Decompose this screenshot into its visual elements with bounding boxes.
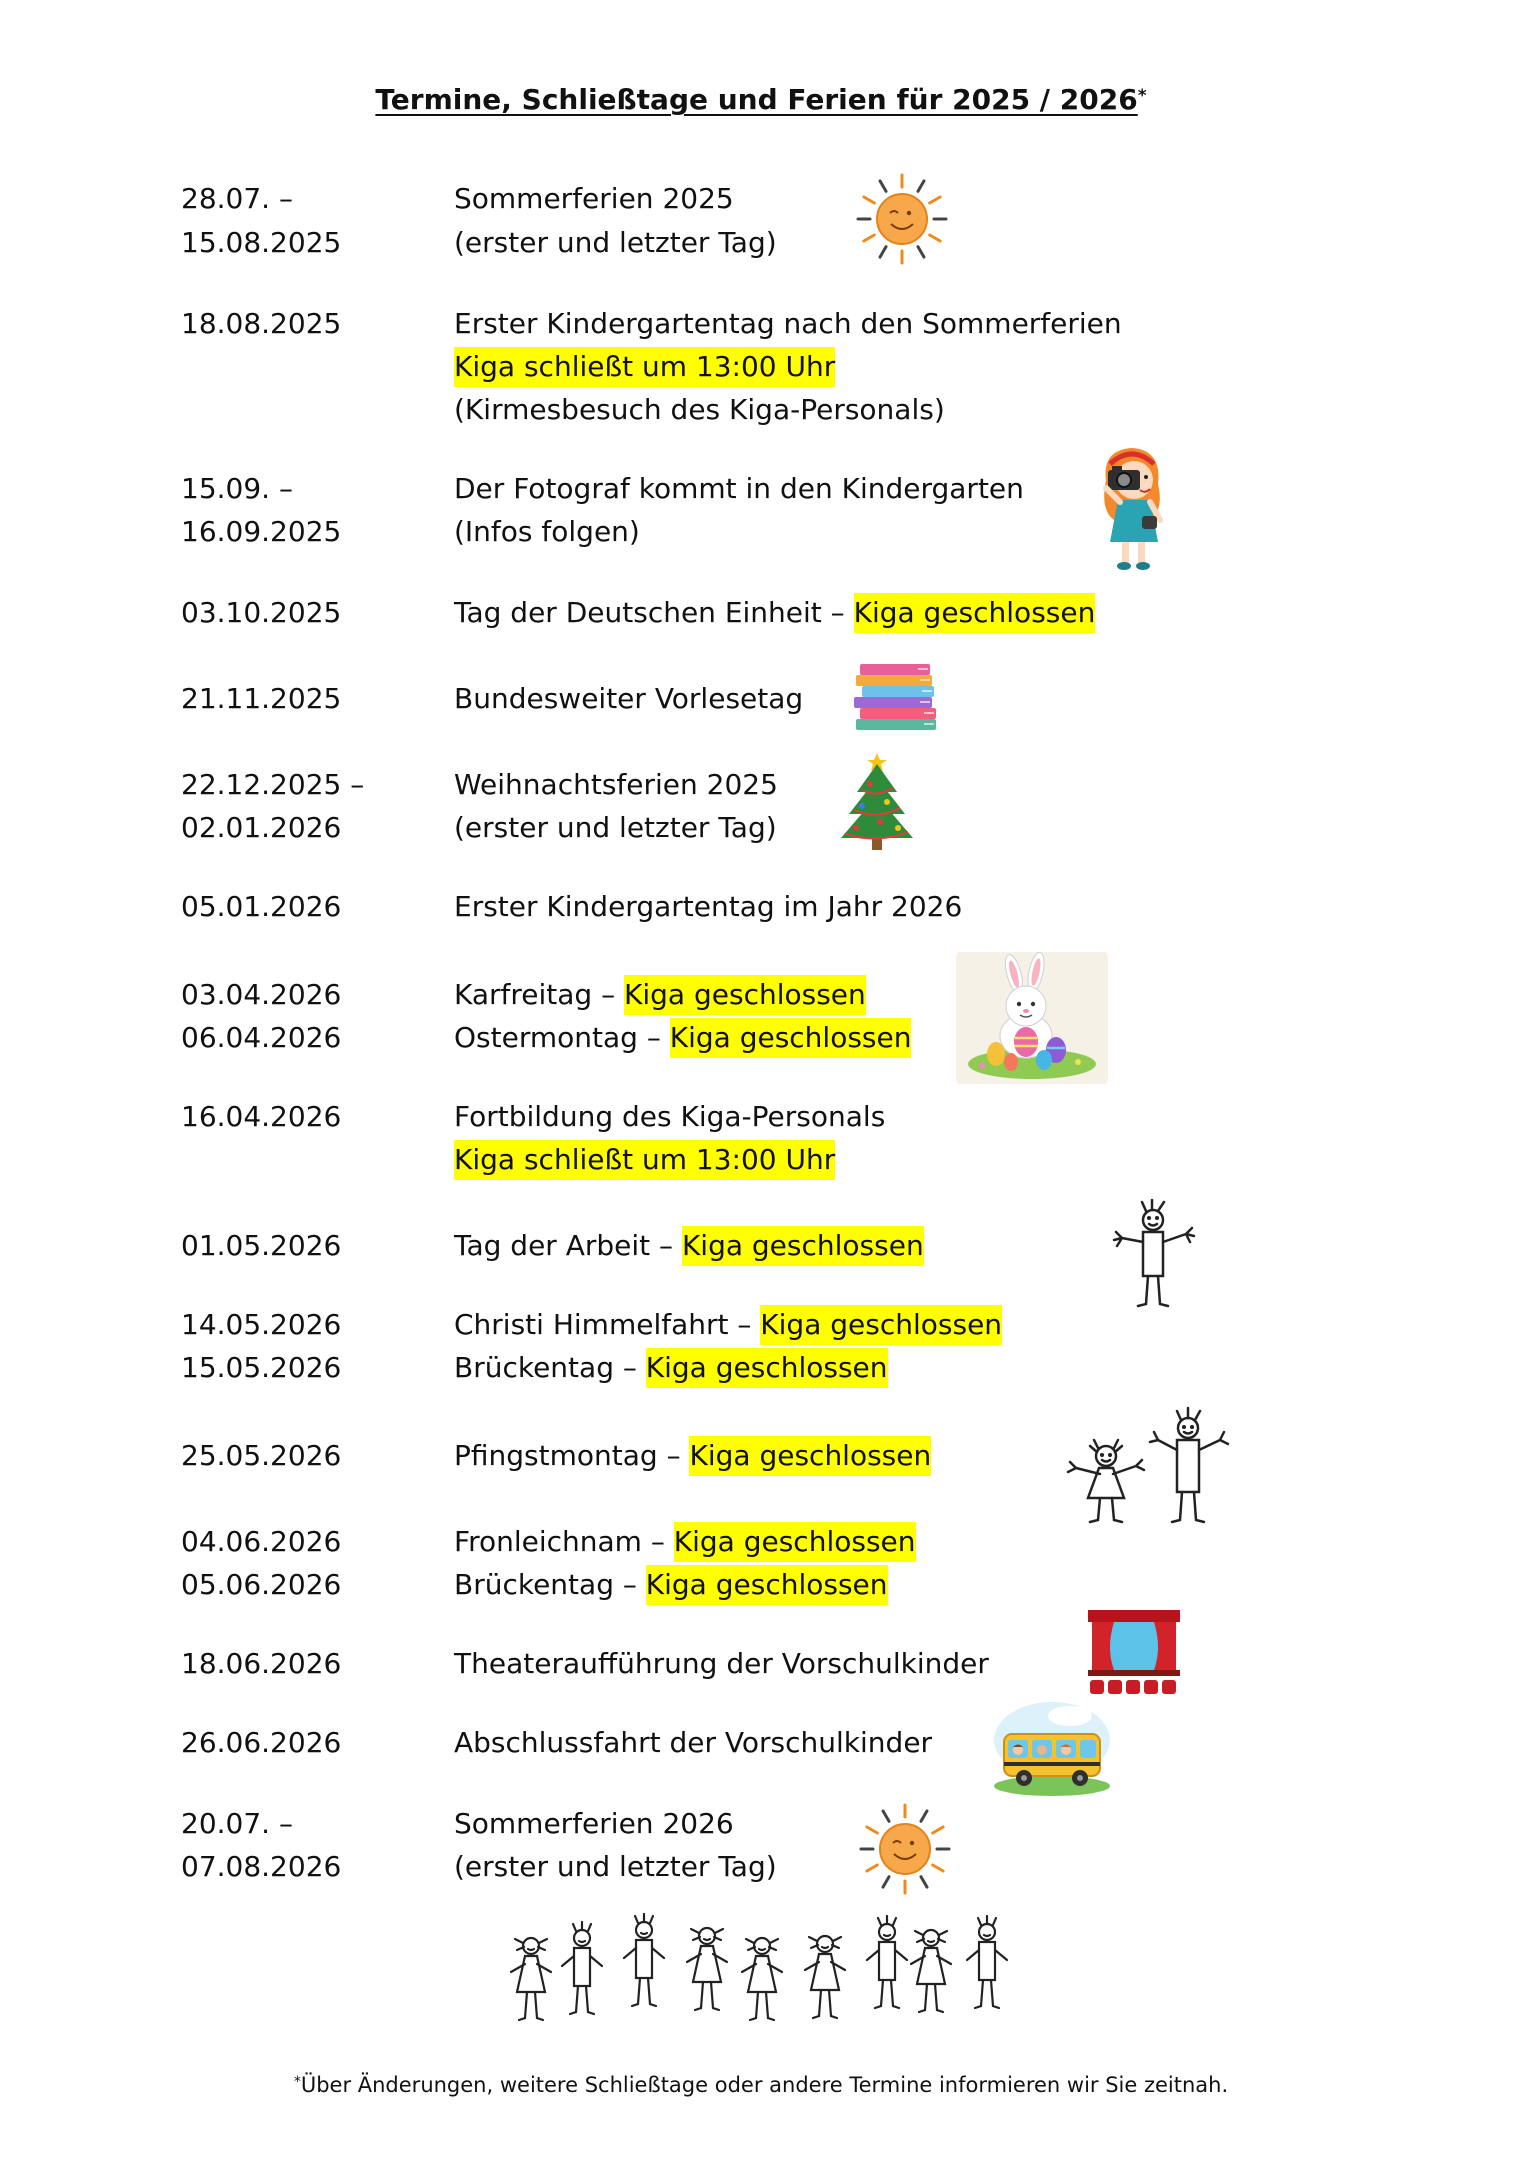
- page-title-text: Termine, Schließtage und Ferien für 2025 / 2026: [375, 83, 1138, 116]
- easter-bunny-icon: [956, 952, 1108, 1084]
- event-text: Abschlussfahrt der Vorschulkinder: [454, 1726, 933, 1759]
- date-label: 28.07. –: [181, 182, 293, 215]
- two-stick-figures-icon: [1064, 1406, 1232, 1530]
- date-label: 18.06.2026: [181, 1647, 342, 1680]
- schedule-row: [0, 347, 1522, 387]
- schedule-row: [0, 1140, 1522, 1180]
- event-description: [454, 304, 1122, 344]
- stick-figure: [742, 1938, 782, 2020]
- schedule-row: [0, 304, 1522, 344]
- date-label: 18.08.2025: [181, 307, 342, 340]
- event-description: [454, 593, 1095, 633]
- schedule-row: [0, 1436, 1522, 1476]
- stick-figure: [562, 1922, 602, 2014]
- event-description: [454, 223, 777, 263]
- date-label: 25.05.2026: [181, 1439, 342, 1472]
- stick-figure: [867, 1916, 907, 2008]
- event-description: [454, 887, 962, 927]
- schedule-row: [0, 1644, 1522, 1684]
- date-label: 16.09.2025: [181, 515, 342, 548]
- closure-highlight: Kiga geschlossen: [646, 1565, 888, 1605]
- event-text: Der Fotograf kommt in den Kindergarten: [454, 472, 1024, 505]
- closure-highlight: Kiga geschlossen: [760, 1305, 1002, 1345]
- book-stack-icon: [852, 658, 942, 734]
- event-description: [454, 1847, 777, 1887]
- event-description: [454, 765, 778, 805]
- event-description: [454, 975, 866, 1015]
- event-text: Theateraufführung der Vorschulkinder: [454, 1647, 989, 1680]
- event-text: Weihnachtsferien 2025: [454, 768, 778, 801]
- schedule-row: [0, 975, 1522, 1015]
- page-title: [0, 78, 1522, 122]
- schedule-row: [0, 1565, 1522, 1605]
- closure-highlight: Kiga schließt um 13:00 Uhr: [454, 347, 835, 387]
- event-description: [454, 179, 734, 219]
- event-text: Pfingstmontag –: [454, 1439, 690, 1472]
- schedule-row: [0, 1522, 1522, 1562]
- stick-figure-icon: [1108, 1198, 1198, 1316]
- schedule-row: [0, 1018, 1522, 1058]
- date-label: 22.12.2025 –: [181, 768, 365, 801]
- event-description: [454, 347, 835, 387]
- date-label: 26.06.2026: [181, 1726, 342, 1759]
- date-label: 05.06.2026: [181, 1568, 342, 1601]
- event-description: [454, 1140, 835, 1180]
- event-description: [454, 1305, 1002, 1345]
- event-description: [454, 1644, 989, 1684]
- closure-highlight: Kiga geschlossen: [624, 975, 866, 1015]
- stick-figure: [511, 1938, 551, 2020]
- schedule-row: [0, 1226, 1522, 1266]
- event-description: [454, 808, 777, 848]
- date-label: 01.05.2026: [181, 1229, 342, 1262]
- event-text: Brückentag –: [454, 1351, 646, 1384]
- event-text: Tag der Arbeit –: [454, 1229, 682, 1262]
- event-description: [454, 469, 1024, 509]
- event-text: Brückentag –: [454, 1568, 646, 1601]
- date-label: 15.09. –: [181, 472, 293, 505]
- closure-highlight: Kiga schließt um 13:00 Uhr: [454, 1140, 835, 1180]
- event-text: Erster Kindergartentag nach den Sommerferien: [454, 307, 1122, 340]
- schedule-row: [0, 765, 1522, 805]
- event-text: Fronleichnam –: [454, 1525, 674, 1558]
- closure-highlight: Kiga geschlossen: [682, 1226, 924, 1266]
- event-text: (erster und letzter Tag): [454, 226, 777, 259]
- schedule-row: [0, 390, 1522, 430]
- schedule-row: [0, 1723, 1522, 1763]
- event-text: (Infos folgen): [454, 515, 640, 548]
- schedule-row: [0, 179, 1522, 219]
- event-text: Sommerferien 2025: [454, 182, 734, 215]
- schedule-row: [0, 887, 1522, 927]
- school-bus-icon: [990, 1698, 1114, 1798]
- event-text: Ostermontag –: [454, 1021, 670, 1054]
- girl-with-camera-icon: [1088, 440, 1176, 574]
- stick-figure: [624, 1914, 664, 2006]
- date-label: 15.08.2025: [181, 226, 342, 259]
- event-text: (erster und letzter Tag): [454, 811, 777, 844]
- date-label: 02.01.2026: [181, 811, 342, 844]
- closure-highlight: Kiga geschlossen: [674, 1522, 916, 1562]
- stick-figure: [967, 1916, 1007, 2008]
- schedule-row: [0, 223, 1522, 263]
- date-label: 03.10.2025: [181, 596, 342, 629]
- schedule-row: [0, 808, 1522, 848]
- event-description: [454, 1723, 932, 1763]
- date-label: 16.04.2026: [181, 1100, 342, 1133]
- event-description: [454, 1018, 911, 1058]
- christmas-tree-icon: [832, 752, 922, 852]
- event-text: Christi Himmelfahrt –: [454, 1308, 761, 1341]
- stick-figure: [687, 1928, 727, 2010]
- stick-figure: [805, 1936, 845, 2018]
- event-text: Tag der Deutschen Einheit –: [454, 596, 854, 629]
- closure-highlight: Kiga geschlossen: [689, 1436, 931, 1476]
- event-description: [454, 1522, 916, 1562]
- event-text: Bundesweiter Vorlesetag: [454, 682, 804, 715]
- schedule-row: [0, 1305, 1522, 1345]
- event-text: Sommerferien 2026: [454, 1807, 734, 1840]
- event-text: Karfreitag –: [454, 978, 625, 1011]
- schedule-row: [0, 1804, 1522, 1844]
- event-text: Fortbildung des Kiga-Personals: [454, 1100, 886, 1133]
- children-row-icon: [505, 1906, 1031, 2038]
- sun-icon: [845, 168, 960, 270]
- event-description: [454, 1436, 931, 1476]
- event-description: [454, 1097, 885, 1137]
- event-description: [454, 1226, 924, 1266]
- closure-highlight: Kiga geschlossen: [670, 1018, 912, 1058]
- footnote-text: Über Änderungen, weitere Schließtage oder andere Termine informieren wir Sie zeitnah.: [300, 2073, 1229, 2097]
- theater-stage-icon: [1084, 1608, 1184, 1698]
- date-label: 06.04.2026: [181, 1021, 342, 1054]
- sun-icon: [848, 1798, 963, 1900]
- event-text: (erster und letzter Tag): [454, 1850, 777, 1883]
- date-label: 15.05.2026: [181, 1351, 342, 1384]
- footnote: [0, 2068, 1522, 2102]
- schedule-row: [0, 512, 1522, 552]
- title-footnote-mark: *: [1137, 86, 1147, 106]
- event-description: [454, 1804, 734, 1844]
- event-description: [454, 1348, 888, 1388]
- event-description: [454, 679, 803, 719]
- date-label: 03.04.2026: [181, 978, 342, 1011]
- footnote-mark: *: [293, 2074, 301, 2090]
- date-label: 20.07. –: [181, 1807, 293, 1840]
- closure-highlight: Kiga geschlossen: [646, 1348, 888, 1388]
- schedule-row: [0, 1847, 1522, 1887]
- event-text: Erster Kindergartentag im Jahr 2026: [454, 890, 963, 923]
- event-description: [454, 1565, 888, 1605]
- date-label: 21.11.2025: [181, 682, 342, 715]
- event-description: [454, 512, 640, 552]
- stick-figure: [911, 1930, 951, 2012]
- date-label: 05.01.2026: [181, 890, 342, 923]
- date-label: 04.06.2026: [181, 1525, 342, 1558]
- schedule-row: [0, 679, 1522, 719]
- date-label: 14.05.2026: [181, 1308, 342, 1341]
- closure-highlight: Kiga geschlossen: [854, 593, 1096, 633]
- schedule-row: [0, 469, 1522, 509]
- event-text: (Kirmesbesuch des Kiga-Personals): [454, 393, 945, 426]
- event-description: [454, 390, 945, 430]
- schedule-row: [0, 1348, 1522, 1388]
- schedule-row: [0, 1097, 1522, 1137]
- date-label: 07.08.2026: [181, 1850, 342, 1883]
- schedule-row: [0, 593, 1522, 633]
